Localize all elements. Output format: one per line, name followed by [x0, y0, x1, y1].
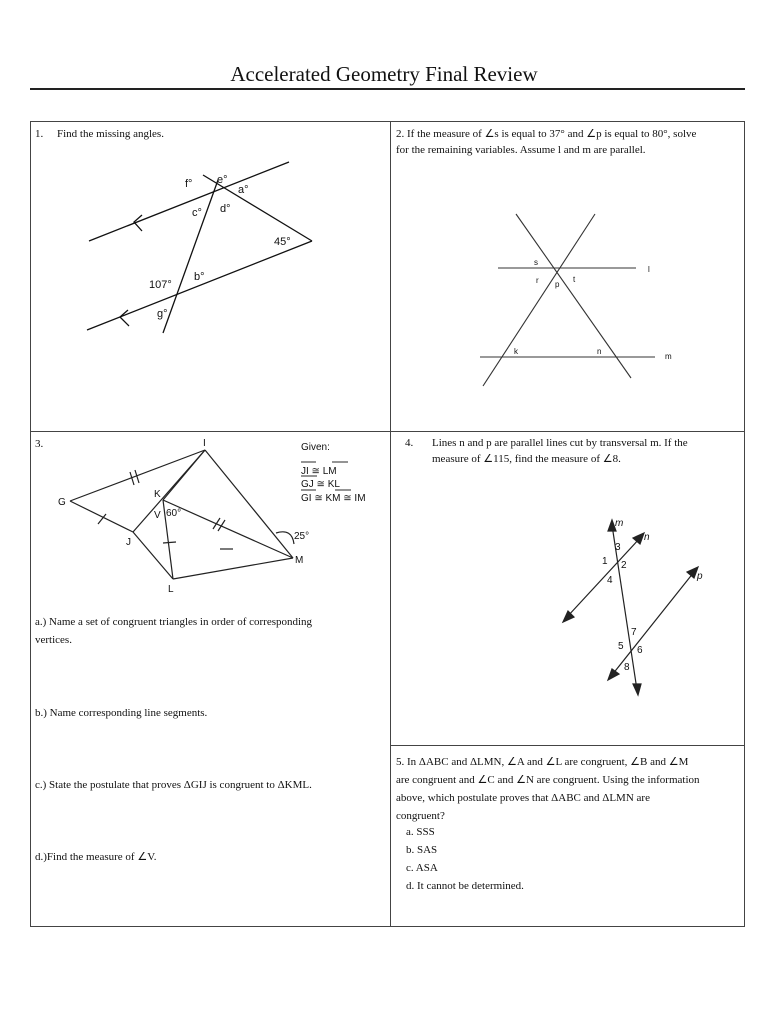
q2-label-m: m — [665, 352, 672, 361]
q4-prompt-line2: measure of ∠115, find the measure of ∠8. — [432, 453, 621, 465]
q1-label-45: 45° — [274, 236, 291, 248]
q3-part-d: d.)Find the measure of ∠V. — [35, 851, 157, 863]
title-underline — [30, 88, 745, 90]
q4-label-8: 8 — [624, 662, 630, 673]
q4-label-n: n — [644, 532, 650, 543]
q1-upper-arrow — [134, 215, 142, 231]
q4-figure — [390, 500, 745, 700]
q3-vertex-I: I — [203, 438, 206, 449]
q3-tick-mark — [163, 542, 176, 543]
q1-label-107: 107° — [149, 279, 172, 291]
q3-vertex-G: G — [58, 497, 66, 508]
q4-label-7: 7 — [631, 627, 637, 638]
q1-label-a: a° — [238, 184, 249, 196]
q3-segment-LM — [173, 558, 293, 579]
q1-label-e: e° — [217, 174, 228, 186]
q4-arrowhead — [608, 669, 619, 680]
q5-choice-b: b. SAS — [406, 844, 438, 856]
q2-label-l: l — [648, 265, 650, 274]
page-title: Accelerated Geometry Final Review — [230, 62, 538, 86]
q3-segment-GI — [70, 450, 205, 501]
q3-vertex-L: L — [168, 584, 174, 595]
q1-label-d: d° — [220, 203, 231, 215]
q3-given-title: Given: — [301, 442, 330, 453]
q4-line-n — [567, 538, 640, 617]
q3-given-line-2: GJ ≅ KL — [301, 479, 340, 490]
q4-label-2: 2 — [621, 560, 627, 571]
q5-line3: above, which postulate proves that ΔABC and ΔLMN are — [396, 792, 650, 804]
q3-segment-JL — [133, 532, 173, 579]
q3-angle-60: 60° — [166, 508, 182, 519]
q2-prompt-line2: for the remaining variables. Assume l and m are parallel. — [396, 144, 646, 156]
q4-q5-divider — [390, 745, 745, 746]
q3-segment-IM — [205, 450, 293, 558]
q2-label-r: r — [536, 276, 539, 285]
q2-prompt-line1: 2. If the measure of ∠s is equal to 37° and ∠p is equal to 80°, solve — [396, 128, 697, 140]
q3-number: 3. — [35, 438, 44, 450]
q2-label-n: n — [597, 347, 602, 356]
q1-label-b: b° — [194, 271, 205, 283]
q4-label-3: 3 — [615, 542, 621, 553]
q2-transversal-left — [483, 214, 595, 386]
q4-line-p — [612, 572, 694, 675]
q3-figure — [30, 432, 390, 600]
q3-angle-25: 25° — [294, 531, 310, 542]
q5-line4: congruent? — [396, 810, 445, 822]
q1-lower-arrow — [120, 310, 129, 326]
q2-label-t: t — [573, 275, 576, 284]
q2-transversal-right — [516, 214, 631, 378]
q3-part-c: c.) State the postulate that proves ΔGIJ is congruent to ΔKML. — [35, 779, 312, 791]
q5-line2: are congruent and ∠C and ∠N are congruent. Using the information — [396, 774, 700, 786]
q4-arrowhead — [633, 533, 644, 544]
q1-transversal-left — [163, 180, 218, 333]
q4-label-m: m — [615, 518, 624, 529]
q3-vertex-V: V — [154, 510, 161, 521]
q5-choice-c: c. ASA — [406, 862, 438, 874]
q2-label-k: k — [514, 347, 518, 356]
q3-segment-GJ — [70, 501, 133, 532]
q3-angle-arc — [276, 532, 294, 544]
q4-number: 4. — [405, 437, 414, 449]
q2-figure — [390, 200, 745, 430]
q5-choice-a: a. SSS — [406, 826, 435, 838]
q1-number: 1. — [35, 128, 44, 140]
q2-label-p: p — [555, 280, 560, 289]
q4-label-p: p — [697, 571, 703, 582]
q1-label-g: g° — [157, 308, 168, 320]
q4-label-5: 5 — [618, 641, 624, 652]
q1-prompt: Find the missing angles. — [57, 128, 164, 140]
q3-given-line-1: JI ≅ LM — [301, 466, 337, 477]
q4-label-1: 1 — [602, 556, 608, 567]
q3-part-b: b.) Name corresponding line segments. — [35, 707, 208, 719]
q1-upper-parallel-line — [89, 162, 289, 241]
q3-vertex-M: M — [295, 555, 304, 566]
q5-choice-d: d. It cannot be determined. — [406, 880, 524, 892]
q1-label-f: f° — [185, 178, 193, 190]
q1-figure — [30, 140, 390, 430]
q1-label-c: c° — [192, 207, 202, 219]
q4-label-6: 6 — [637, 645, 643, 656]
q3-tick-mark — [213, 518, 220, 529]
q3-vertex-J: J — [126, 537, 131, 548]
q4-prompt-line1: Lines n and p are parallel lines cut by transversal m. If the — [432, 437, 688, 449]
q4-arrowhead — [633, 684, 641, 695]
q3-part-a-line1: a.) Name a set of congruent triangles in order of corresponding — [35, 616, 313, 628]
q3-vertex-K: K — [154, 489, 161, 500]
q4-label-4: 4 — [607, 575, 613, 586]
q4-arrowhead — [563, 611, 574, 622]
q3-given-line-3: GI ≅ KM ≅ IM — [301, 493, 366, 504]
q5-line1: 5. In ΔABC and ΔLMN, ∠A and ∠L are congruent, ∠B and ∠M — [396, 756, 689, 768]
q3-part-a-line2: vertices. — [35, 634, 72, 646]
q2-label-s: s — [534, 258, 538, 267]
